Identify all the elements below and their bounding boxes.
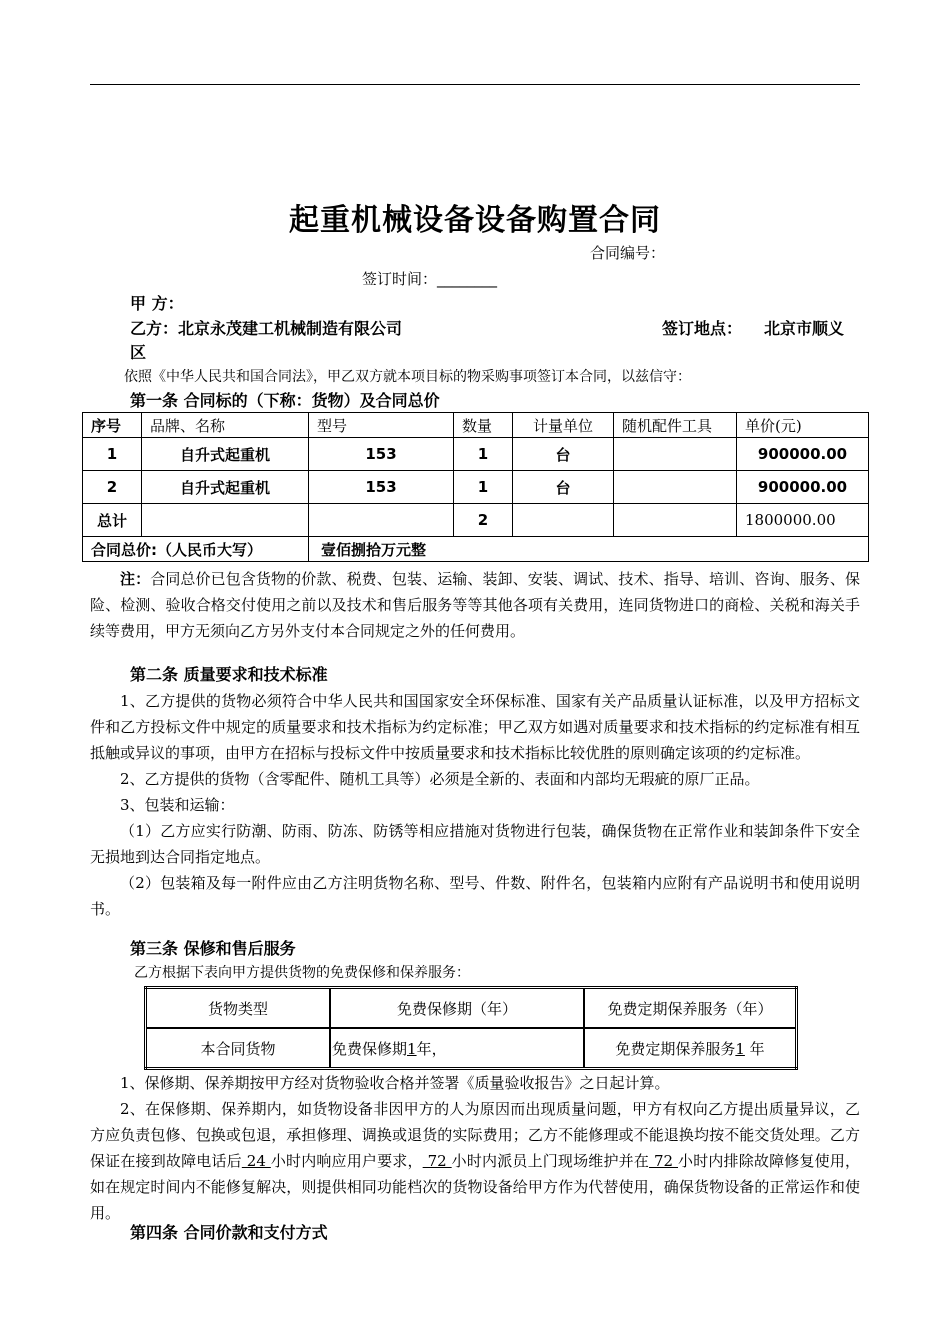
sum-value: 壹佰捌拾万元整 [309, 537, 869, 562]
note-label: 注： [120, 570, 151, 588]
row-qty: 1 [454, 471, 513, 504]
col-header: 单价(元) [737, 413, 869, 438]
row-name: 自升式起重机 [142, 438, 309, 471]
warranty-row [146, 1028, 797, 1069]
row-model: 153 [309, 438, 454, 471]
contract-number-label: 合同编号： [590, 244, 666, 262]
total-price: 1800000.00 [737, 504, 869, 537]
party-b: 乙方：北京永茂建工机械制造有限公司 [130, 319, 403, 338]
art2-paragraph-1: 1、乙方提供的货物必须符合中华人民共和国国家安全环保标准、国家有关产品质量认证标准，以及甲方招标文件和乙方投标文件中规定的质量要求和技术指标为约定标准；甲乙双方如遇对质量要求和技术指标的约定标准有相互抵触或异议的事项，由甲方在招标与投标文件中按质量要求和技术指标比较优胜的原则确定该项的约定标准。 [90, 692, 860, 762]
note-text: 合同总价已包含货物的价款、税费、包装、运输、装卸、安装、调试、技术、指导、培训、咨询、服务、保险、检测、验收合格交付使用之前以及技术和售后服务等等其他各项有关费用，连同货物进口的商检、关税和海关手续等费用，甲方无须向乙方另外支付本合同规定之外的任何费用。 [90, 570, 860, 640]
warranty-table [144, 986, 798, 1070]
col-header: 型号 [309, 413, 454, 438]
art2-paragraph-2: 2、乙方提供的货物（含零配件、随机工具等）必须是全新的、表面和内部均无瑕疵的原厂正品。 [120, 770, 760, 788]
table-row [83, 438, 869, 471]
sign-time-label: 签订时间：________ [362, 270, 498, 288]
table-header-row [83, 413, 869, 438]
sum-label: 合同总价:（人民币大写） [83, 537, 309, 562]
warranty-col-header: 货物类型 [146, 988, 331, 1029]
article-2-title: 第二条 质量要求和技术标准 [130, 665, 328, 684]
onsite-hours: 72 [422, 1152, 452, 1170]
table-total-row [83, 504, 869, 537]
sign-place-value: 北京市顺义 [764, 319, 845, 338]
warranty-period: 免费保修期1年， [330, 1028, 584, 1069]
article-1-title: 第一条 合同标的（下称：货物）及合同总价 [130, 391, 440, 410]
row-no: 1 [83, 438, 142, 471]
repair-hours: 72 [649, 1152, 679, 1170]
row-price: 900000.00 [737, 471, 869, 504]
intro-text: 依照《中华人民共和国合同法》，甲乙双方就本项目标的物采购事项签订本合同，以兹信守： [124, 369, 691, 385]
warranty-header-row [146, 988, 797, 1029]
row-model: 153 [309, 471, 454, 504]
row-name: 自升式起重机 [142, 471, 309, 504]
total-label: 总计 [83, 504, 142, 537]
sign-place-continued: 区 [130, 343, 147, 362]
table-row [83, 471, 869, 504]
col-header: 数量 [454, 413, 513, 438]
contract-title: 起重机械设备设备购置合同 [289, 203, 661, 238]
row-accessories [614, 438, 737, 471]
row-price: 900000.00 [737, 438, 869, 471]
art2-paragraph-5: （2）包装箱及每一附件应由乙方注明货物名称、型号、件数、附件名，包装箱内应附有产品说明书和使用说明书。 [90, 874, 860, 918]
table-sum-row [83, 537, 869, 562]
article-3-title: 第三条 保修和售后服务 [130, 939, 296, 958]
article-3-intro: 乙方根据下表向甲方提供货物的免费保修和保养服务： [134, 965, 470, 981]
maintenance-period: 免费定期保养服务1 年 [584, 1028, 797, 1069]
note-paragraph [90, 566, 860, 644]
row-unit: 台 [513, 471, 614, 504]
row-qty: 1 [454, 438, 513, 471]
art3-paragraph-2: 2、在保修期、保养期内，如货物设备非因甲方的人为原因而出现质量问题，甲方有权向乙方提出质量异议，乙方应负责包修、包换或包退，承担修理、调换或退货的实际费用；乙方不能修理或不能退换均按不能交货处理。乙方保证在接到故障电话后 24 小时内响应用户要求， 72 小时内派员上门现场维护并在 72 小时内排除故障修复使用，如在规定时间内不能修复解决，则提供相同功能档次的货物设备给甲方作为代替使用，确保货物设备的正常运作和使用。 [90, 1100, 861, 1222]
warranty-col-header: 免费保修期（年） [330, 988, 584, 1029]
col-header: 计量单位 [513, 413, 614, 438]
sign-place-label: 签订地点： [662, 319, 743, 338]
col-header: 随机配件工具 [614, 413, 737, 438]
col-header: 序号 [83, 413, 142, 438]
article-3-body [90, 1070, 860, 1226]
row-accessories [614, 471, 737, 504]
art2-paragraph-3: 3、包装和运输： [120, 796, 235, 814]
response-hours: 24 [241, 1152, 271, 1170]
party-a: 甲 方： [130, 294, 184, 313]
warranty-col-header: 免费定期保养服务（年） [584, 988, 797, 1029]
warranty-goods-type: 本合同货物 [146, 1028, 331, 1069]
article-4-title: 第四条 合同价款和支付方式 [130, 1223, 328, 1242]
row-no: 2 [83, 471, 142, 504]
total-qty: 2 [454, 504, 513, 537]
art2-paragraph-4: （1）乙方应实行防潮、防雨、防冻、防锈等相应措施对货物进行包装，确保货物在正常作业和装卸条件下安全无损地到达合同指定地点。 [90, 822, 860, 866]
art3-paragraph-1: 1、保修期、保养期按甲方经对货物验收合格并签署《质量验收报告》之日起计算。 [120, 1074, 670, 1092]
header-rule [90, 84, 860, 85]
col-header: 品牌、名称 [142, 413, 309, 438]
goods-table [82, 412, 869, 562]
row-unit: 台 [513, 438, 614, 471]
article-2-body [90, 688, 860, 922]
